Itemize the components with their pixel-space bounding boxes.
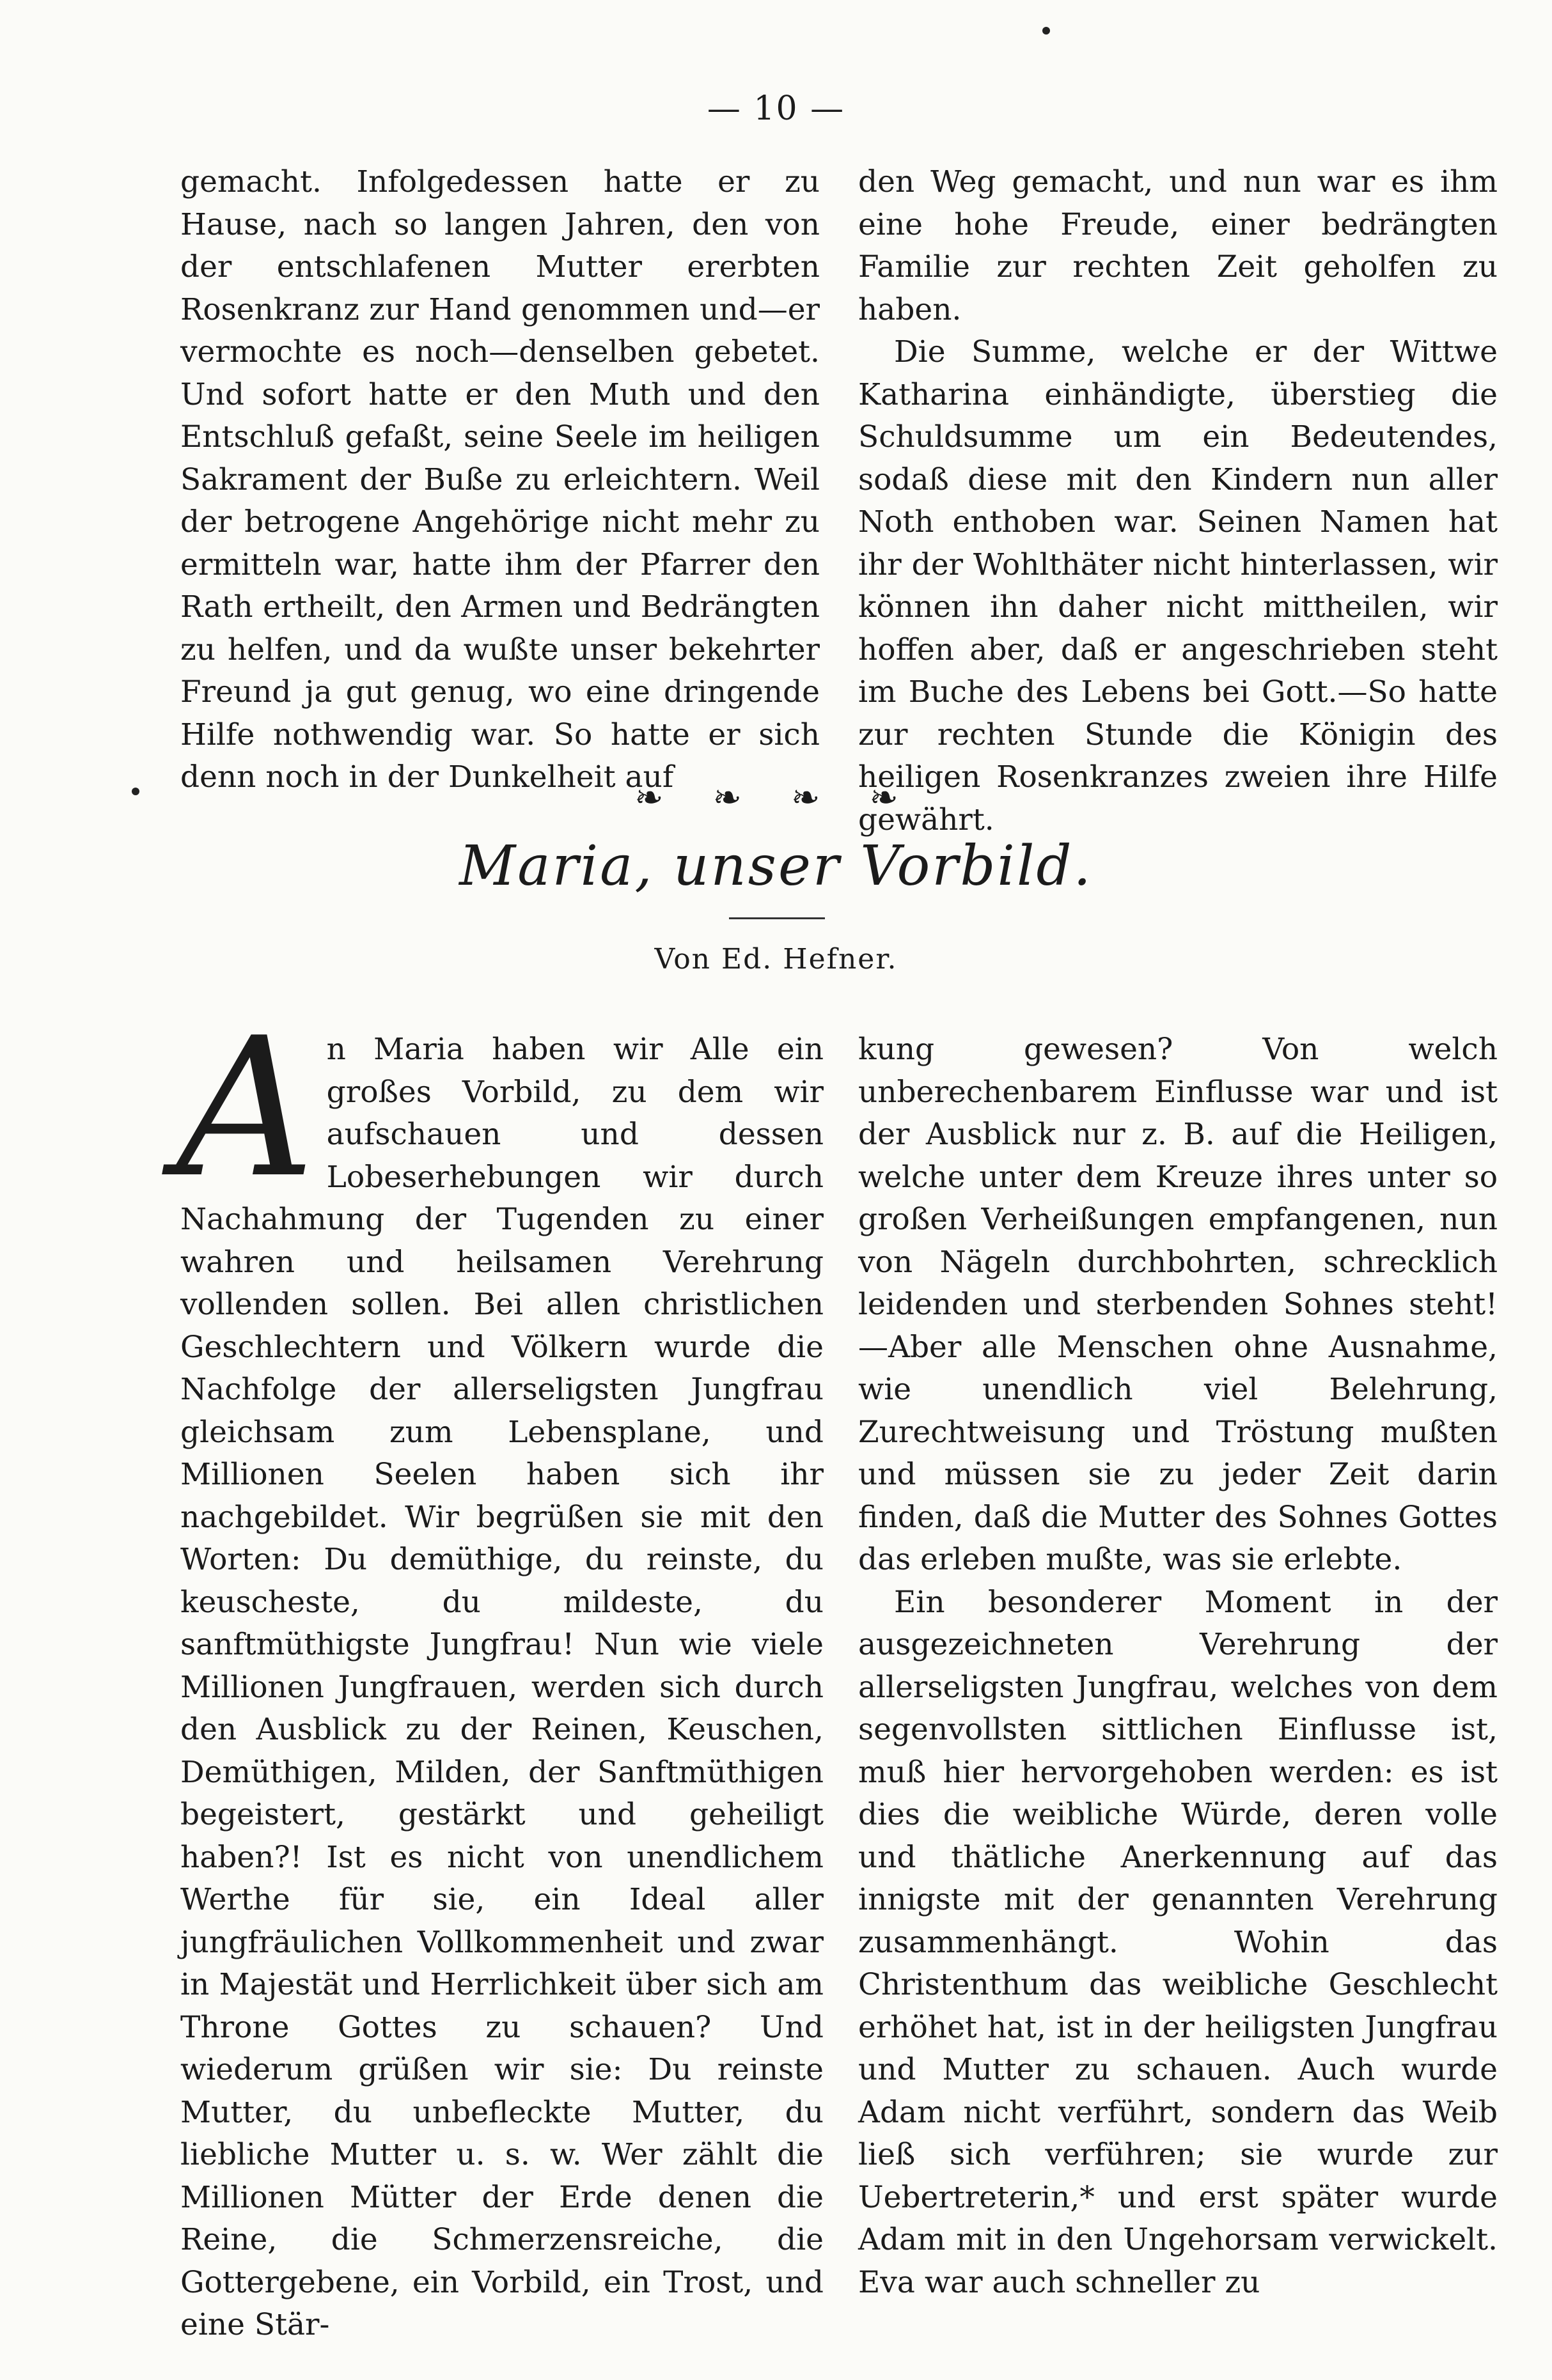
article-right-column (858, 1029, 1498, 2304)
article-right-paragraph-2: Ein besonderer Moment in der ausgezeichneten Verehrung der allerseligsten Jungfrau, welches von dem segenvollsten sittlichen Einflusse ist, muß hier hervorgehoben werden: es ist dies die weibliche Würde, deren volle und thätliche Anerkennung auf das innigste mit der genannten Verehrung zusammenhängt. Wohin das Christenthum das weibliche Geschlecht erhöhet hat, ist in der heiligsten Jungfrau und Mutter zu schauen. Auch wurde Adam nicht verführt, sondern das Weib ließ sich verführen; sie wurde zur Uebertreterin,* und erst später wurde Adam mit in den Ungehorsam verwickelt. Eva war auch schneller zu (858, 1584, 1498, 2300)
drop-cap: A (176, 997, 315, 1220)
section-ornaments: ❧ ❧ ❧ ❧ (634, 777, 918, 818)
print-speck (1042, 27, 1050, 35)
print-speck (132, 788, 139, 795)
article-left-paragraph: n Maria haben wir Alle ein großes Vorbild, zu dem wir aufschauen und dessen Lobeserhebungen wir durch Nachahmung der Tugenden zu einer wahren und heilsamen Verehrung vollenden sollen. Bei allen christlichen Geschlechtern und Völkern wurde die Nachfolge der allerseligsten Jungfrau gleichsam zum Lebensplane, und Millionen Seelen haben sich ihr nachgebildet. Wir begrüßen sie mit den Worten: Du demüthige, du reinste, du keuscheste, du mildeste, du sanftmüthigste Jungfrau! Nun wie viele Millionen Jungfrauen, werden sich durch den Ausblick zu der Reinen, Keuschen, Demüthigen, Milden, der Sanftmüthigen begeistert, gestärkt und geheiligt haben?! Ist es nicht von unendlichem Werthe für sie, ein Ideal aller jungfräulichen Vollkommenheit und zwar in Majestät und Herrlichkeit über sich am Throne Gottes zu schauen? Und wiederum grüßen wir sie: Du reinste Mutter, du unbefleckte Mutter, du liebliche Mutter u. s. w. Wer zählt die Millionen Mütter der Erde denen die Reine, die Schmerzensreiche, die Gottergebene, ein Vorbild, ein Trost, und eine Stär- (180, 1032, 824, 2342)
top-right-paragraph-2: Die Summe, welche er der Wittwe Katharina einhändigte, überstieg die Schuldsumme um ein Bedeutendes, sodaß diese mit den Kindern nun aller Noth enthoben war. Seinen Namen hat ihr der Wohlthäter nicht hinterlassen, wir können ihn daher nicht mittheilen, wir hoffen aber, daß er angeschrieben steht im Buche des Lebens bei Gott.—So hatte zur rechten Stunde die Königin des heiligen Rosenkranzes zweien ihre Hilfe gewährt. (858, 334, 1498, 837)
top-right-column (858, 161, 1498, 841)
top-right-paragraph-1: den Weg gemacht, und nun war es ihm eine hohe Freude, einer bedrängten Familie zur rechten Zeit geholfen zu haben. (858, 164, 1498, 327)
title-rule (729, 917, 825, 919)
top-left-paragraph: gemacht. Infolgedessen hatte er zu Hause, nach so langen Jahren, den von der entschlafenen Mutter ererbten Rosenkranz zur Hand genommen und—er vermochte es noch—denselben gebetet. Und sofort hatte er den Muth und den Entschluß gefaßt, seine Seele im heiligen Sakrament der Buße zu erleichtern. Weil der betrogene Angehörige nicht mehr zu ermitteln war, hatte ihm der Pfarrer den Rath ertheilt, den Armen und Bedrängten zu helfen, und da wußte unser bekehrter Freund ja gut genug, wo eine dringende Hilfe nothwendig war. So hatte er sich denn noch in der Dunkelheit auf (180, 164, 820, 795)
article-left-column (176, 997, 824, 2347)
page-number: — 10 — (707, 89, 845, 128)
top-left-column (180, 161, 820, 799)
article-title: Maria, unser Vorbild. (459, 834, 1093, 898)
article-right-paragraph-1: kung gewesen? Von welch unberechenbarem Einflusse war und ist der Ausblick nur z. B. auf die Heiligen, welche unter dem Kreuze ihres unter so großen Verheißungen empfangenen, nun von Nägeln durchbohrten, schrecklich leidenden und sterbenden Sohnes steht!—Aber alle Menschen ohne Ausnahme, wie unendlich viel Belehrung, Zurechtweisung und Tröstung mußten und müssen sie zu jeder Zeit darin finden, daß die Mutter des Sohnes Gottes das erleben mußte, was sie erlebte. (858, 1032, 1498, 1577)
article-byline: Von Ed. Hefner. (654, 943, 898, 976)
